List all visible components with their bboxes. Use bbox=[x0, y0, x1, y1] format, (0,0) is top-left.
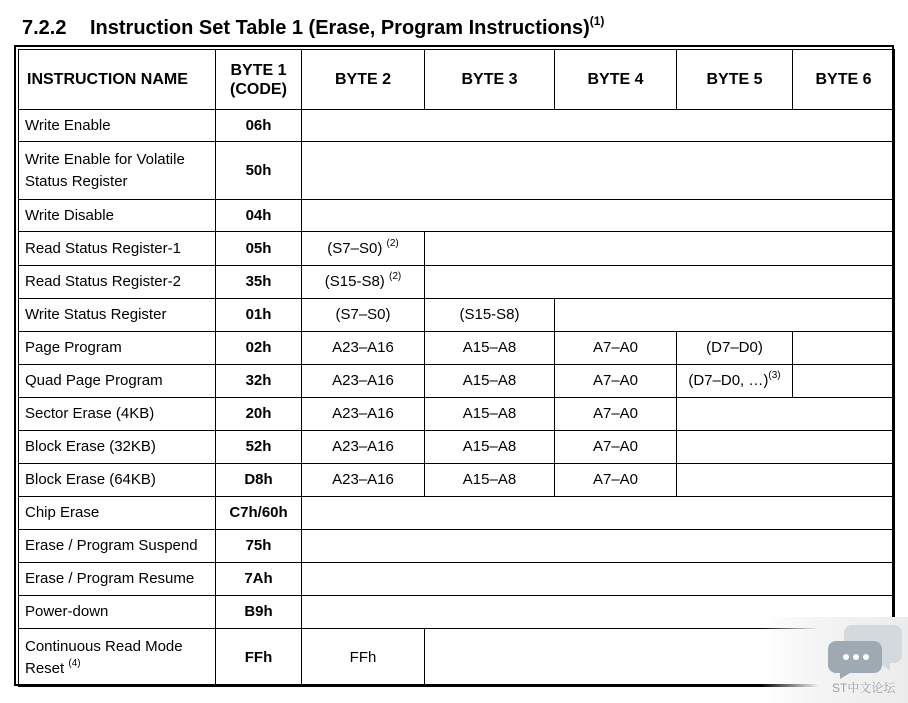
footnote-ref: (2) bbox=[386, 237, 399, 249]
byte4-value: A7–A0 bbox=[555, 365, 677, 398]
chat-bubble-icon bbox=[826, 619, 904, 679]
byte2-value: A23–A16 bbox=[302, 464, 425, 497]
instruction-table-frame bbox=[14, 45, 894, 686]
instruction-name-line1: Continuous Read Mode bbox=[25, 637, 183, 655]
instruction-name: Write Enable bbox=[19, 110, 216, 142]
byte4-value: A7–A0 bbox=[555, 332, 677, 365]
empty-cell bbox=[555, 299, 895, 332]
byte3-value: A15–A8 bbox=[425, 398, 555, 431]
instruction-name: Erase / Program Suspend bbox=[19, 530, 216, 563]
instruction-code: D8h bbox=[216, 464, 302, 497]
instruction-name: Block Erase (64KB) bbox=[19, 464, 216, 497]
instruction-name-line1: Write Enable for Volatile bbox=[25, 150, 185, 168]
instruction-name: Page Program bbox=[19, 332, 216, 365]
watermark-text: ST中文论坛 bbox=[832, 681, 896, 695]
instruction-name: Power-down bbox=[19, 596, 216, 629]
empty-cell bbox=[425, 266, 895, 299]
instruction-set-table bbox=[18, 49, 895, 687]
table-row bbox=[19, 365, 895, 398]
table-row bbox=[19, 200, 895, 232]
table-row bbox=[19, 232, 895, 266]
footnote-ref: (3) bbox=[768, 370, 781, 381]
header-byte5: BYTE 5 bbox=[677, 50, 793, 110]
watermark bbox=[760, 617, 908, 703]
table-row bbox=[19, 110, 895, 142]
footnote-ref: (2) bbox=[388, 271, 402, 282]
instruction-code: C7h/60h bbox=[216, 497, 302, 530]
section-number: 7.2.2 bbox=[22, 17, 67, 39]
table-row bbox=[19, 464, 895, 497]
byte2-value: (S7–S0) bbox=[302, 299, 425, 332]
instruction-code: 05h bbox=[216, 232, 302, 266]
section-title: Instruction Set Table 1 (Erase, Program Instructions) bbox=[90, 17, 590, 39]
empty-cell bbox=[302, 530, 895, 563]
instruction-code: 52h bbox=[216, 431, 302, 464]
header-byte1-label: BYTE 1 bbox=[230, 61, 287, 79]
empty-cell bbox=[302, 563, 895, 596]
empty-cell bbox=[425, 232, 895, 266]
byte3-value: A15–A8 bbox=[425, 464, 555, 497]
header-byte2: BYTE 2 bbox=[302, 50, 425, 110]
byte3-value: A15–A8 bbox=[425, 365, 555, 398]
table-row bbox=[19, 332, 895, 365]
table-row bbox=[19, 530, 895, 563]
empty-cell bbox=[677, 431, 895, 464]
table-row bbox=[19, 266, 895, 299]
table-row bbox=[19, 142, 895, 200]
instruction-name-line2: Reset bbox=[25, 659, 65, 677]
title-footnote: (1) bbox=[589, 14, 605, 28]
empty-cell bbox=[302, 142, 895, 200]
instruction-code: B9h bbox=[216, 596, 302, 629]
byte2-value: (S7–S0) bbox=[327, 239, 383, 257]
instruction-name-line2: Status Register bbox=[25, 172, 128, 190]
table-row bbox=[19, 563, 895, 596]
empty-cell bbox=[302, 200, 895, 232]
instruction-name bbox=[19, 629, 216, 687]
byte2-value: A23–A16 bbox=[302, 398, 425, 431]
empty-cell bbox=[793, 365, 895, 398]
byte5-value: (D7–D0, …) bbox=[688, 372, 769, 389]
instruction-name: Write Disable bbox=[19, 200, 216, 232]
instruction-name: Quad Page Program bbox=[19, 365, 216, 398]
byte5-value: (D7–D0) bbox=[677, 332, 793, 365]
footnote-ref: (4) bbox=[68, 657, 81, 669]
byte2-cell bbox=[302, 266, 425, 299]
instruction-code: 7Ah bbox=[216, 563, 302, 596]
header-byte6: BYTE 6 bbox=[793, 50, 895, 110]
instruction-code: 06h bbox=[216, 110, 302, 142]
empty-cell bbox=[302, 497, 895, 530]
byte3-value: A15–A8 bbox=[425, 431, 555, 464]
instruction-code: 01h bbox=[216, 299, 302, 332]
instruction-code: 32h bbox=[216, 365, 302, 398]
header-row bbox=[19, 50, 895, 110]
instruction-code: 04h bbox=[216, 200, 302, 232]
instruction-name: Erase / Program Resume bbox=[19, 563, 216, 596]
instruction-name: Sector Erase (4KB) bbox=[19, 398, 216, 431]
byte3-value: (S15-S8) bbox=[425, 299, 555, 332]
instruction-name: Write Status Register bbox=[19, 299, 216, 332]
byte2-value: (S15-S8) bbox=[324, 273, 385, 290]
byte2-value: A23–A16 bbox=[302, 431, 425, 464]
instruction-code: FFh bbox=[216, 629, 302, 687]
instruction-code: 35h bbox=[216, 266, 302, 299]
byte4-value: A7–A0 bbox=[555, 464, 677, 497]
instruction-name: Chip Erase bbox=[19, 497, 216, 530]
byte4-value: A7–A0 bbox=[555, 398, 677, 431]
instruction-name: Block Erase (32KB) bbox=[19, 431, 216, 464]
header-byte1-code: (CODE) bbox=[230, 80, 287, 98]
instruction-code: 50h bbox=[216, 142, 302, 200]
header-byte3: BYTE 3 bbox=[425, 50, 555, 110]
section-heading bbox=[22, 14, 605, 40]
byte3-value: A15–A8 bbox=[425, 332, 555, 365]
header-instruction-name: INSTRUCTION NAME bbox=[19, 50, 216, 110]
table-row bbox=[19, 431, 895, 464]
empty-cell bbox=[793, 332, 895, 365]
empty-cell bbox=[677, 464, 895, 497]
byte2-value: FFh bbox=[302, 629, 425, 687]
byte2-value: A23–A16 bbox=[302, 365, 425, 398]
instruction-name: Read Status Register-2 bbox=[19, 266, 216, 299]
instruction-name: Read Status Register-1 bbox=[19, 232, 216, 266]
table-row bbox=[19, 497, 895, 530]
header-byte4: BYTE 4 bbox=[555, 50, 677, 110]
instruction-code: 02h bbox=[216, 332, 302, 365]
empty-cell bbox=[302, 110, 895, 142]
instruction-name bbox=[19, 142, 216, 200]
byte2-value: A23–A16 bbox=[302, 332, 425, 365]
byte5-cell bbox=[677, 365, 793, 398]
table-row bbox=[19, 299, 895, 332]
byte4-value: A7–A0 bbox=[555, 431, 677, 464]
header-byte1 bbox=[216, 50, 302, 110]
instruction-code: 20h bbox=[216, 398, 302, 431]
empty-cell bbox=[677, 398, 895, 431]
table-row bbox=[19, 398, 895, 431]
byte2-cell bbox=[302, 232, 425, 266]
instruction-code: 75h bbox=[216, 530, 302, 563]
